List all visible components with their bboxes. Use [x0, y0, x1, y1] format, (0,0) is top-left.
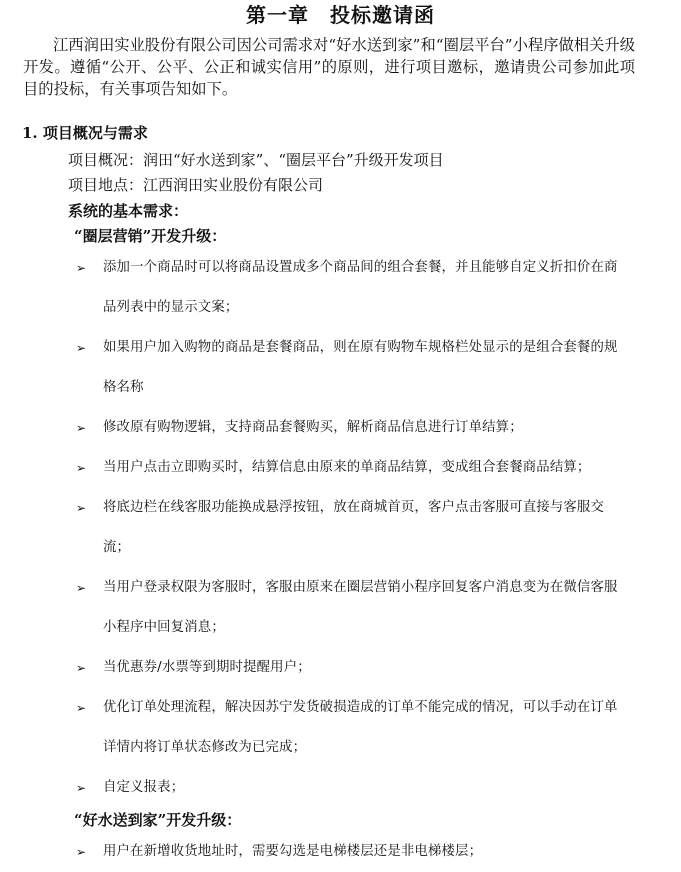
bullet-arrow-icon: ➢	[76, 461, 87, 475]
bullet-arrow-icon: ➢	[76, 661, 87, 675]
project-overview-line: 项目概况：润田“好水送到家”、“圈层平台”升级开发项目	[68, 151, 444, 169]
bullet-arrow-icon: ➢	[76, 701, 87, 715]
list-item-text: 自定义报表；	[103, 780, 185, 795]
list-item-text: 当优惠券/水票等到期时提醒用户；	[103, 660, 311, 675]
list-item-text: 用户在新增收货地址时，需要勾选是电梯楼层还是非电梯楼层；	[103, 844, 483, 859]
project-location-line: 项目地点：江西润田实业股份有限公司	[68, 176, 324, 194]
list-item-text: 如果用户加入购物的商品是套餐商品，则在原有购物车规格栏处显示的是组合套餐的规格名称	[103, 340, 618, 395]
bullet-arrow-icon: ➢	[76, 421, 87, 435]
water-delivery-heading: “好水送到家”开发升级：	[74, 811, 242, 829]
circle-marketing-heading: “圈层营销”开发升级：	[74, 227, 227, 245]
bullet-arrow-icon: ➢	[76, 845, 87, 859]
bullet-arrow-icon: ➢	[76, 501, 87, 515]
bullet-arrow-icon: ➢	[76, 341, 87, 355]
bullet-arrow-icon: ➢	[76, 261, 87, 275]
list-item-text: 优化订单处理流程，解决因苏宁发货破损造成的订单不能完成的情况，可以手动在订单详情内将订单状态修改为已完成；	[103, 700, 618, 755]
bullet-arrow-icon: ➢	[76, 781, 87, 795]
chapter-title: 第一章 投标邀请函	[246, 3, 435, 27]
list-item-text: 将底边栏在线客服功能换成悬浮按钮，放在商城首页，客户点击客服可直接与客服交流；	[103, 500, 605, 555]
basic-requirements-heading: 系统的基本需求：	[68, 202, 189, 220]
bullet-arrow-icon: ➢	[76, 581, 87, 595]
list-item-text: 修改原有购物逻辑，支持商品套餐购买，解析商品信息进行订单结算；	[103, 420, 523, 435]
list-item-text: 当用户登录权限为客服时，客服由原来在圈层营销小程序回复客户消息变为在微信客服小程序中回复消息；	[103, 580, 618, 635]
list-item-text: 当用户点击立即购买时，结算信息由原来的单商品结算，变成组合套餐商品结算；	[103, 460, 591, 475]
intro-paragraph: 江西润田实业股份有限公司因公司需求对“好水送到家”和“圈层平台”小程序做相关升级开发。遵循“公开、公平、公正和诚实信用”的原则，进行项目邀标，邀请贵公司参加此项目的投标，有关事项告知如下。	[23, 36, 635, 98]
list-item-text: 添加一个商品时可以将商品设置成多个商品间的组合套餐，并且能够自定义折扣价在商品列表中的显示文案；	[103, 260, 618, 315]
section-heading-project-overview: 1. 项目概况与需求	[22, 124, 148, 142]
